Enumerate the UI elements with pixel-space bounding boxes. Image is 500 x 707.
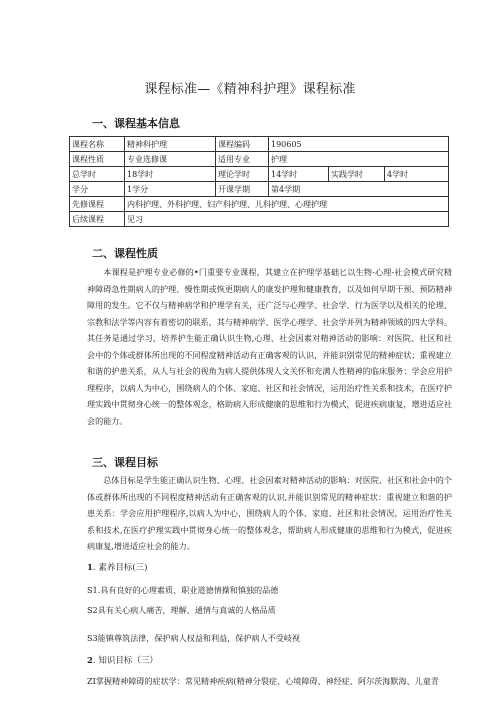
table-cell: 4学时 [385, 167, 449, 182]
document-title: 课程标准—《精神科护理》课程标准 [144, 82, 356, 97]
table-cell: 18学时 [125, 167, 216, 182]
table-row [70, 212, 449, 227]
goal-subheading-knowledge [87, 654, 158, 666]
table-cell: 适用专业 [216, 152, 269, 167]
goal-item-s1: S1.具有良好的心理素质、职业道德情操和慎独的品德 [87, 585, 279, 595]
table-cell: 先修课程 [70, 197, 125, 212]
goal-number: 2 [87, 656, 93, 666]
table-cell: 专业选修课 [125, 152, 216, 167]
goal-number: 1 [87, 563, 93, 573]
goal-subheading-quality [87, 561, 147, 573]
table-cell: 后续课程 [70, 212, 125, 227]
table-cell: 课程性质 [70, 152, 125, 167]
goal-label: . 知识目标（三） [92, 656, 158, 666]
section-heading-course-goals: 三、课程目标 [92, 456, 158, 469]
course-nature-paragraph: 本课程是护理专业必修的•门重要专业课程，其建立在护理学基础匕以生物-心理-社会模式研究精神障碍急性期病人的护理、慢性期或恢更期病人的康发护理和健康教育，以及如何早期干预、预防精神障用的发生。它不仅与精神病学和护理学有关，还广泛与心理学、社会学、行为医学以及相关的伦理、宗教和法学等内容有着密切的联系，其与精神病学、医学心理学、社会学并列为精神领域的四大学科。其任务是通过学习，培养护生能正确认识生物,心理、社会因素对精神活动的影响：对医院、社区和社会中的个体或群体所出现的不同程度精神活动有正确客观的认识，并能识别常见的精神症状；重视建立和谐的护患关系，从人与社会的视角为病人提供体现人文关怀和充满人性精神的临床服务：学会应用护理程序，以病人为中心，围绕病人的个体、家庭、社区和社会情况，运用治疗性关系和技术，在医疗护理实践中贯彻身心统一的整体观念，格助病人形成健康的思维和行为模式，促进疾病康复，增进适应社会的能力。 [87, 267, 452, 426]
table-cell: 190605 [269, 137, 449, 152]
section-heading-basic-info: 一、课程基本信息 [92, 117, 180, 130]
table-cell: 内科护理、外科护理、妇产科护理、儿科护理、心理护理 [125, 197, 449, 212]
table-cell: 护理 [269, 152, 449, 167]
goal-item-z1: ZI掌握精神障碍的症状学：常见精神疾病(精神分裂症、心境障碍、神经症、阿尔茨海默海、儿童青 [87, 676, 439, 686]
table-cell: 课程名称 [70, 137, 125, 152]
table-cell: 开课学期 [216, 182, 269, 197]
table-cell: 理论学时 [216, 167, 269, 182]
table-cell: 见习 [125, 212, 449, 227]
table-row [70, 152, 449, 167]
table-row [70, 182, 449, 197]
goal-label: . 素养目标(三) [92, 563, 148, 573]
table-cell: 课程编码 [216, 137, 269, 152]
section-heading-course-nature: 二、课程性质 [92, 247, 158, 260]
goal-item-s3: S3能镇尊筑法律，保护病人权益和利益，保护病人不受岐视 [87, 633, 301, 643]
table-cell: 学分 [70, 182, 125, 197]
table-cell: 总学时 [70, 167, 125, 182]
table-row [70, 167, 449, 182]
table-cell: 14学时 [269, 167, 329, 182]
table-cell: 1学分 [125, 182, 216, 197]
table-cell: 实践学时 [329, 167, 385, 182]
goal-item-s2: S2具有关心病人痛苦，理解，通情与真诚的人格品质 [87, 605, 276, 615]
table-row [70, 197, 449, 212]
course-info-table [69, 136, 449, 227]
table-cell: 第4学期 [269, 182, 449, 197]
course-goals-paragraph: 总体目标是学生能正确认识生物、心理、社会因素对精神活动的影响：对医院、社区和社会中的个体或群体所出现的不同程度精神活动有正确客观的认识,并能识别常见的精神症状：重视建立和谐的护患关系：学会应用护理程序,以病人为中心，围绕病人的个体、家庭、社区和社会情况，运用治疗性关系和技术,在医疗护理实践中贯彻身心统一的整体观念，帮助病人形成健康的思维和行为模式，促进疾病康复,增进适应社会的能力。 [87, 475, 452, 551]
table-cell: 精神科护理 [125, 137, 216, 152]
table-row [70, 137, 449, 152]
